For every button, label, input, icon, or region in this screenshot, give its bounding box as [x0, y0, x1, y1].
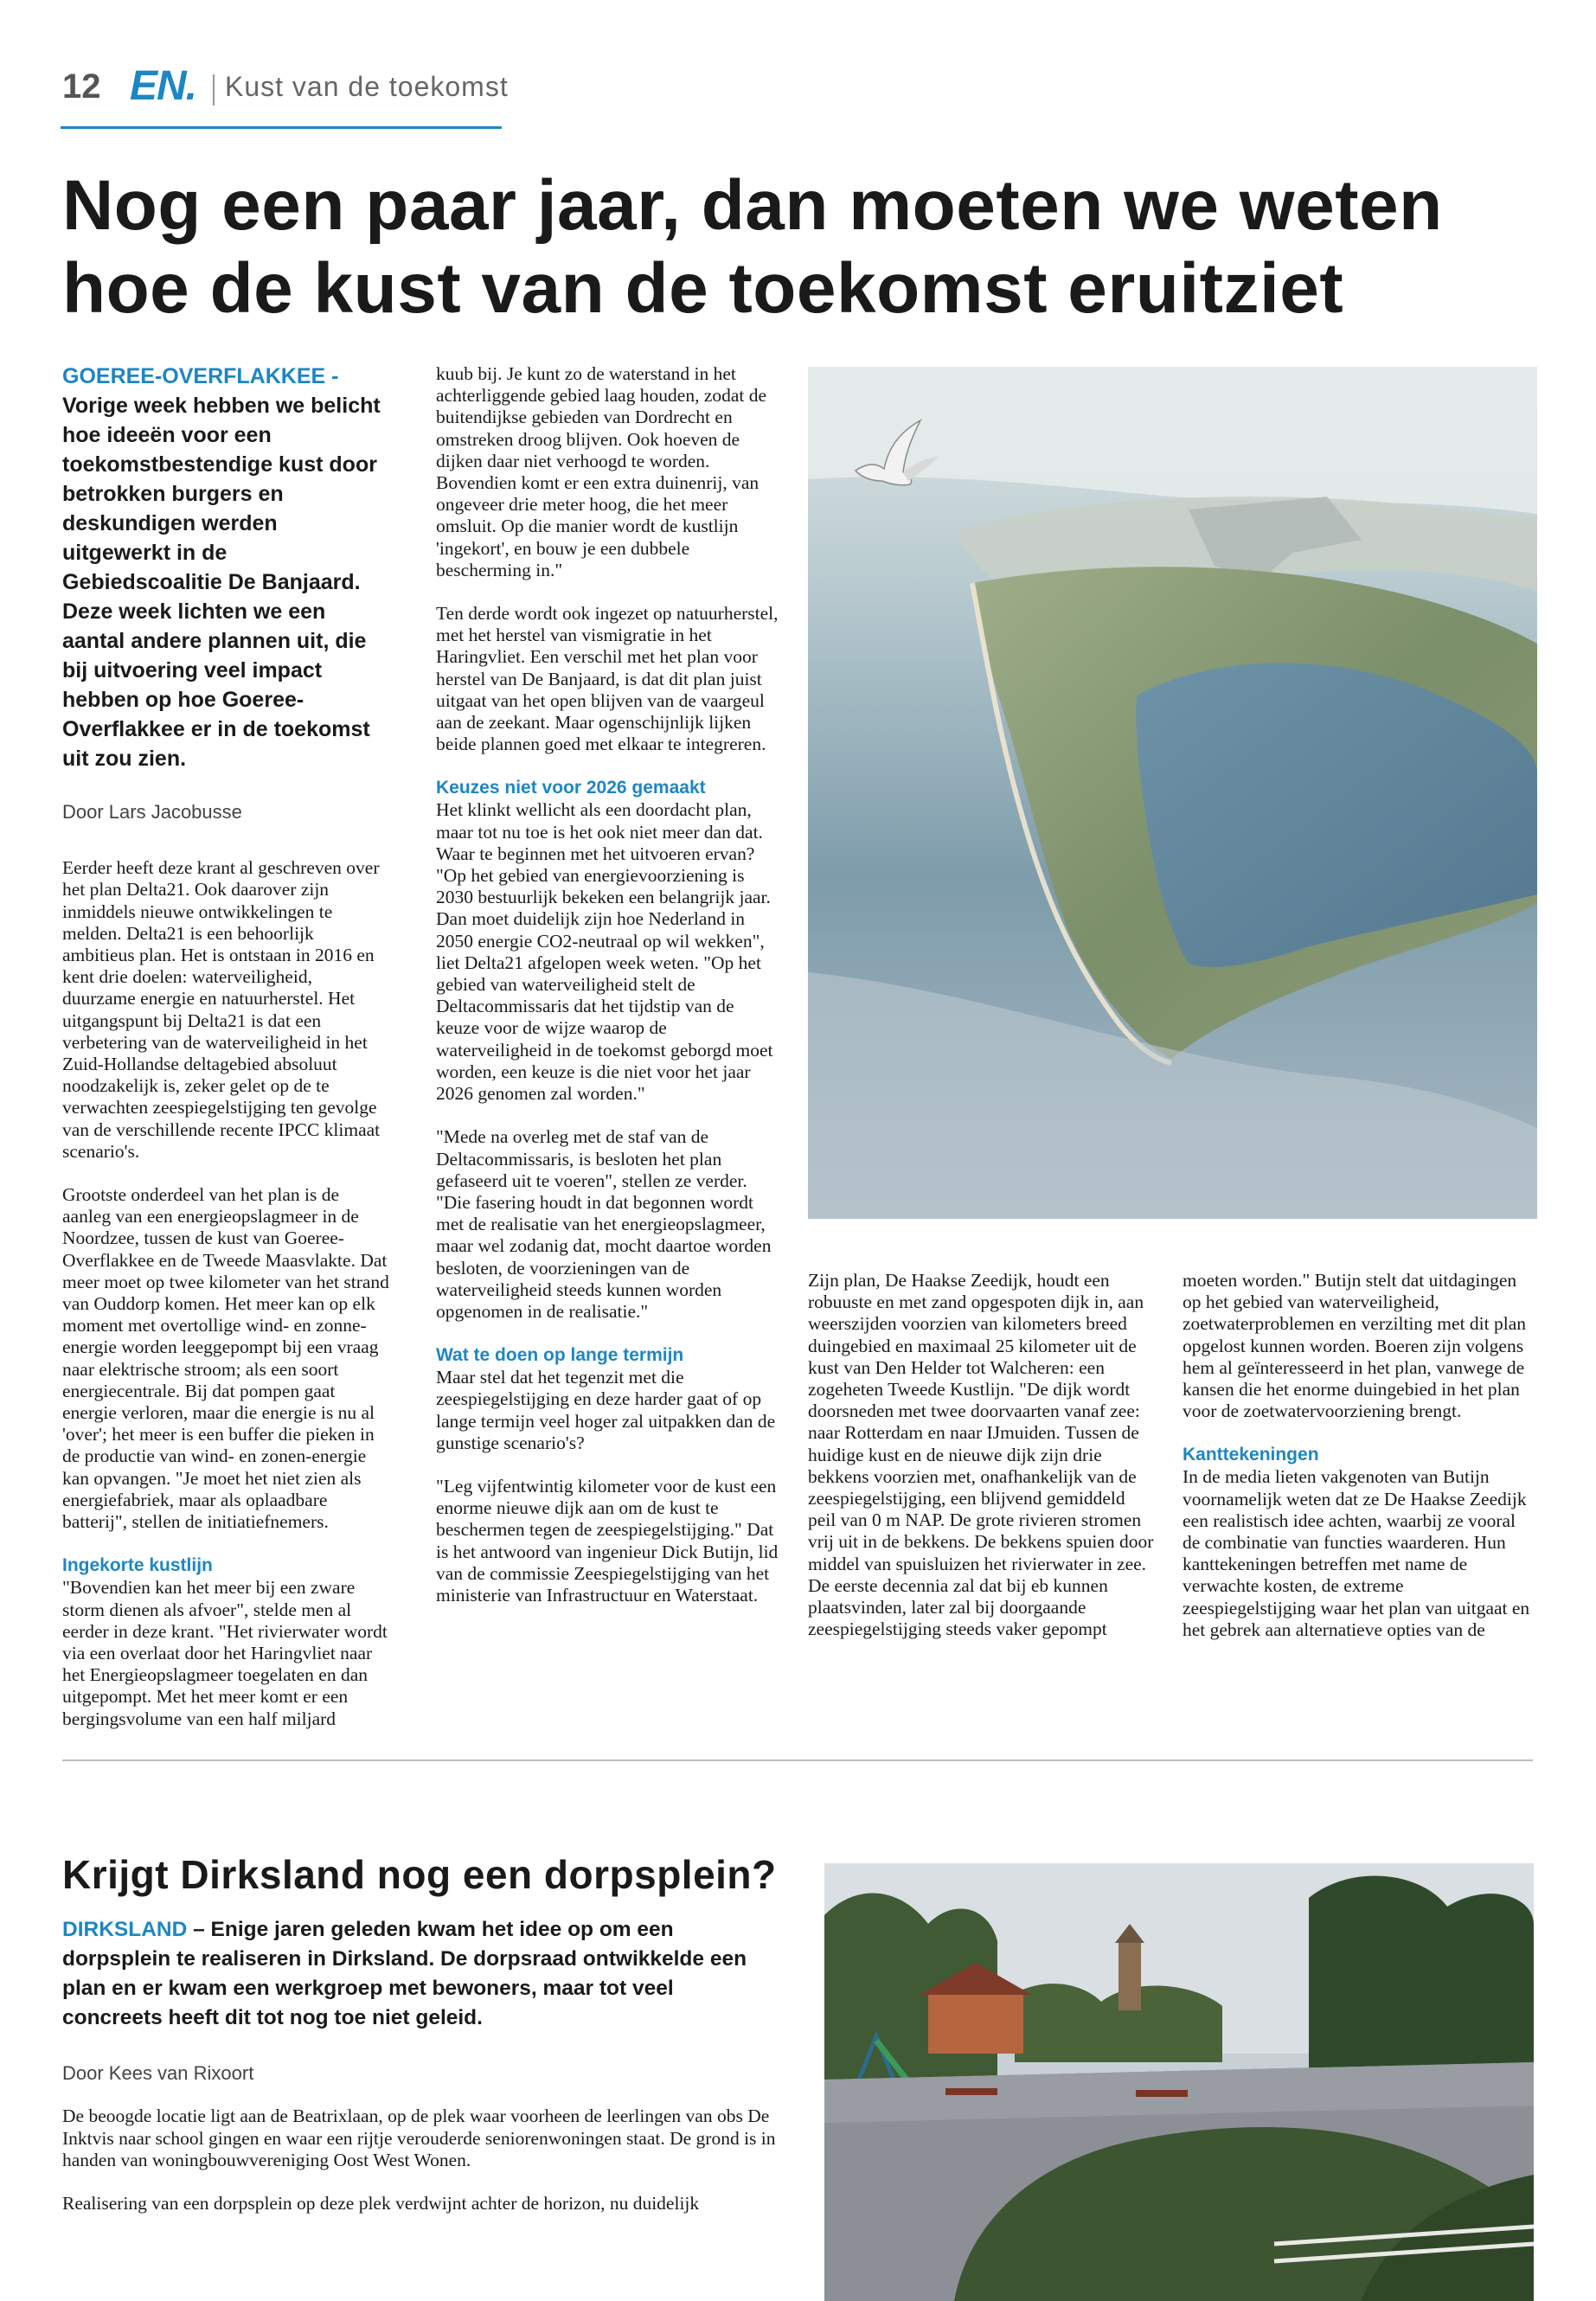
headline-line-1: Nog een paar jaar, dan moeten we weten	[62, 166, 1443, 245]
paragraph: "Bovendien kan het meer bij een zware storm dienen als afvoer", stelde men al eerder in deze krant. "Het rivierwater wordt via een overlaat door het Haringvliet naar het Energieopslagmeer toegelaten en dan uitgepompt. Met het meer komt er een bergingsvolume van een half miljard	[62, 1577, 388, 1729]
story-divider	[62, 1759, 1533, 1761]
article-column-3	[808, 1270, 1154, 1662]
paragraph: Het klinkt wellicht als een doordacht plan, maar tot nu toe is het ook niet meer dan dat. Waar te beginnen met het uitvoeren ervan? "Op het gebied van energievoorziening is 2030 bestuurlijk bekeken een belangrijk jaar. Dan moet duidelijk zijn hoe Nederland in 2050 energie CO2-neutraal op wil wekken", liet Delta21 afgelopen week weten. "Op het gebied van waterveiligheid stelt de Deltacommissaris dat het tijdstip van de keuze voor de wijze waarop de waterveiligheid in de toekomst geborgd moet worden, een keuze is die niet voor het jaar 2026 genomen zal worden."	[436, 799, 773, 1105]
paragraph: Eerder heeft deze krant al geschreven over het plan Delta21. Ook daarover zijn inmiddels nieuwe ontwikkelingen te melden. Delta21 is een behoorlijk ambitieus plan. Het is ontstaan in 2016 en kent drie doelen: waterveiligheid, duurzame energie en natuurherstel. Het uitgangspunt bij Delta21 is dat een verbetering van de waterveiligheid in het Zuid-Hollandse deltagebied absoluut noodzakelijk is, zeker gelet op de te verwachten zeespiegelstijging ten gevolge van de verschillende recente IPCC klimaat scenario's.	[62, 857, 381, 1162]
article-column-4	[1183, 1270, 1530, 1663]
paragraph: kuub bij. Je kunt zo de waterstand in het achterliggende gebied laag houden, zodat de buitendijkse gebieden van Dordrecht en omstreken droog blijven. Ook hoeven de dijken daar niet verhoogd te worden. Bovendien komt er een extra duinenrij, van ongeveer drie meter hoog, die het meer omsluit. Op die manier wordt de kustlijn 'ingekort', en bouw je een dubbele bescherming in."	[436, 363, 767, 580]
article-2-byline: Door Kees van Rixoort	[62, 2062, 254, 2084]
article-2-dateline: DIRKSLAND	[62, 1918, 188, 1941]
article-intro: GOEREE-OVERFLAKKEE - Vorige week hebben we belicht hoe ideeën voor een toekomstbestendige kust door betrokken burgers en deskundigen werden uitgewerkt in de Gebiedscoalitie De Banjaard. Deze week lichten we een aantal andere plannen uit, die bij uitvoering veel impact hebben op hoe Goeree-Overflakkee er in de toekomst uit zou zien.	[62, 364, 381, 771]
article-2-headline: Krijgt Dirksland nog een dorpsplein?	[62, 1852, 777, 1897]
paragraph: "Leg vijfentwintig kilometer voor de kust een enorme nieuwe dijk aan om de kust te beschermen tegen de zeespiegelstijging." Dat is het antwoord van ingenieur Dick Butijn, lid van de commissie Zeespiegelstijging van het ministerie van Infrastructuur en Waterstaat.	[436, 1475, 779, 1606]
village-square-photo	[824, 1863, 1534, 2301]
article-headline	[62, 164, 1533, 330]
subheading: Ingekorte kustlijn	[62, 1555, 213, 1576]
newspaper-logo: EN.	[130, 63, 197, 109]
byline: Door Lars Jacobusse	[62, 801, 242, 823]
paragraph: Ten derde wordt ook ingezet op natuurherstel, met het herstel van vismigratie in het Haringvliet. Een verschil met het plan voor herstel van De Banjaard, is dat dit plan juist uitgaat van het open blijven van de vaargeul aan de zeekant. Maar ogenschijnlijk lijken beide plannen goed met elkaar te integreren.	[436, 603, 779, 755]
paragraph: Grootste onderdeel van het plan is de aanleg van een energieopslagmeer in de Noordzee, tussen de kust van Goeree-Overflakkee en de Tweede Maasvlakte. Dat meer moet op twee kilometer van het strand van Ouddorp komen. Het meer kan op elk moment met overtollige wind- en zonne-energie worden leeggepompt bij een vraag naar elektrische stroom; als een soort energiecentrale. Bij dat pompen gaat energie verloren, maar die energie is nu al 'over'; het meer is een buffer die pieken in de productie van wind- en zonen-energie kan opvangen. "Je moet het niet zien als energiefabriek, maar als oplaadbare batterij", stellen de initiatiefnemers.	[62, 1184, 389, 1533]
section-title: Kust van de toekomst	[225, 71, 509, 102]
paragraph: "Mede na overleg met de staf van de Deltacommissaris, is besloten het plan gefaseerd uit te voeren", stellen ze verder. "Die fasering houdt in dat begonnen wordt met de realisatie van het energieopslagmeer, maar wel zodanig dat, mocht daartoe worden besloten, de voorzieningen van de waterveiligheid steeds kunnen worden opgenomen in de realisatie."	[436, 1126, 772, 1322]
article-column-2	[436, 363, 779, 1628]
church-tower	[1118, 1941, 1141, 2010]
aerial-coast-illustration	[808, 367, 1537, 1219]
paragraph: Realisering van een dorpsplein op deze plek verdwijnt achter de horizon, nu duidelijk	[62, 2192, 700, 2214]
section-separator	[213, 74, 215, 106]
paragraph: Zijn plan, De Haakse Zeedijk, houdt een robuuste en met zand opgespoten dijk in, aan weerszijden voorzien van kilometers breed duingebied en maximaal 25 kilometer uit de kust van Den Helder tot Walcheren: een zogeheten Tweede Kustlijn. "De dijk wordt doorsneden met twee doorvaarten vanaf zee: naar Rotterdam en naar IJmuiden. Tussen de huidige kust en de nieuwe dijk zijn drie bekkens voorzien met, onafhankelijk van de zeespiegelstijging, een blijvend gemiddeld peil van 0 m NAP. De grote rivieren stromen vrij uit in de bekkens. De bekkens spuien door middel van spuisluizen het rivierwater in zee. De eerste decennia zal dat bij eb kunnen plaatsvinden, later zal bij doorgaande zeespiegelstijging steeds vaker gepompt	[808, 1270, 1154, 1640]
subheading: Keuzes niet voor 2026 gemaakt	[436, 778, 706, 798]
article-2-body	[62, 2106, 798, 2235]
page-number: 12	[62, 67, 101, 106]
article-2-intro: DIRKSLAND – Enige jaren geleden kwam het idee op om een dorpsplein te realiseren in Dirksland. De dorpsraad ontwikkelde een plan en er kwam een werkgroep met bewoners, maar tot veel concreets heeft dit tot nog toe niet geleid.	[62, 1918, 747, 2029]
headline-line-2: hoe de kust van de toekomst eruitziet	[62, 249, 1344, 328]
paragraph: De beoogde locatie ligt aan de Beatrixlaan, op de plek waar voorheen de leerlingen van obs De Inktvis naar school gingen en waar een rijtje verouderde seniorenwoningen staat. De grond is in handen van woningbouwvereniging Oost West Wonen.	[62, 2106, 776, 2170]
subheading: Kanttekeningen	[1183, 1445, 1319, 1465]
subheading: Wat te doen op lange termijn	[436, 1345, 684, 1366]
intro-text: Vorige week hebben we belicht hoe ideeën voor een toekomstbestendige kust door betrokken burgers en deskundigen werden uitgewerkt in de Gebiedscoalitie De Banjaard. Deze week lichten we een aantal andere plannen uit, die bij uitvoering veel impact hebben op hoe Goeree-Overflakkee er in de toekomst uit zou zien.	[62, 394, 381, 771]
dateline: GOEREE-OVERFLAKKEE	[62, 364, 326, 388]
aerial-svg	[808, 367, 1537, 1219]
article-column-1	[62, 362, 389, 1752]
square-photo-svg	[824, 1863, 1534, 2301]
article-2-intro-text: Enige jaren geleden kwam het idee op om een dorpsplein te realiseren in Dirksland. De dorpsraad ontwikkelde een plan en er kwam een werkgroep met bewoners, maar tot veel concreets heeft dit tot nog toe niet geleid.	[62, 1918, 747, 2029]
paragraph: Maar stel dat het tegenzit met die zeespiegelstijging en deze harder gaat of op lange termijn veel hoger zal uitpakken dan de gunstige scenario's?	[436, 1367, 776, 1453]
paragraph: In de media lieten vakgenoten van Butijn voornamelijk weten dat ze De Haakse Zeedijk een realistisch idee achten, waarbij ze vooral de combinatie van functies waarderen. Hun kanttekeningen betreffen met name de verwachte kosten, de extreme zeespiegelstijging waar het plan van uitgaat en het gebrek aan alternatieve opties van de	[1183, 1466, 1530, 1640]
header-rule	[61, 126, 502, 129]
paragraph: moeten worden." Butijn stelt dat uitdagingen op het gebied van waterveiligheid, zoetwaterproblemen en verzilting met dit plan opgelost kunnen worden. Boeren zijn volgens hem al geïnteresseerd in het plan, vanwege de kansen die het enorme duingebied in het plan voor de zoetwatervoorziening brengt.	[1183, 1270, 1527, 1422]
